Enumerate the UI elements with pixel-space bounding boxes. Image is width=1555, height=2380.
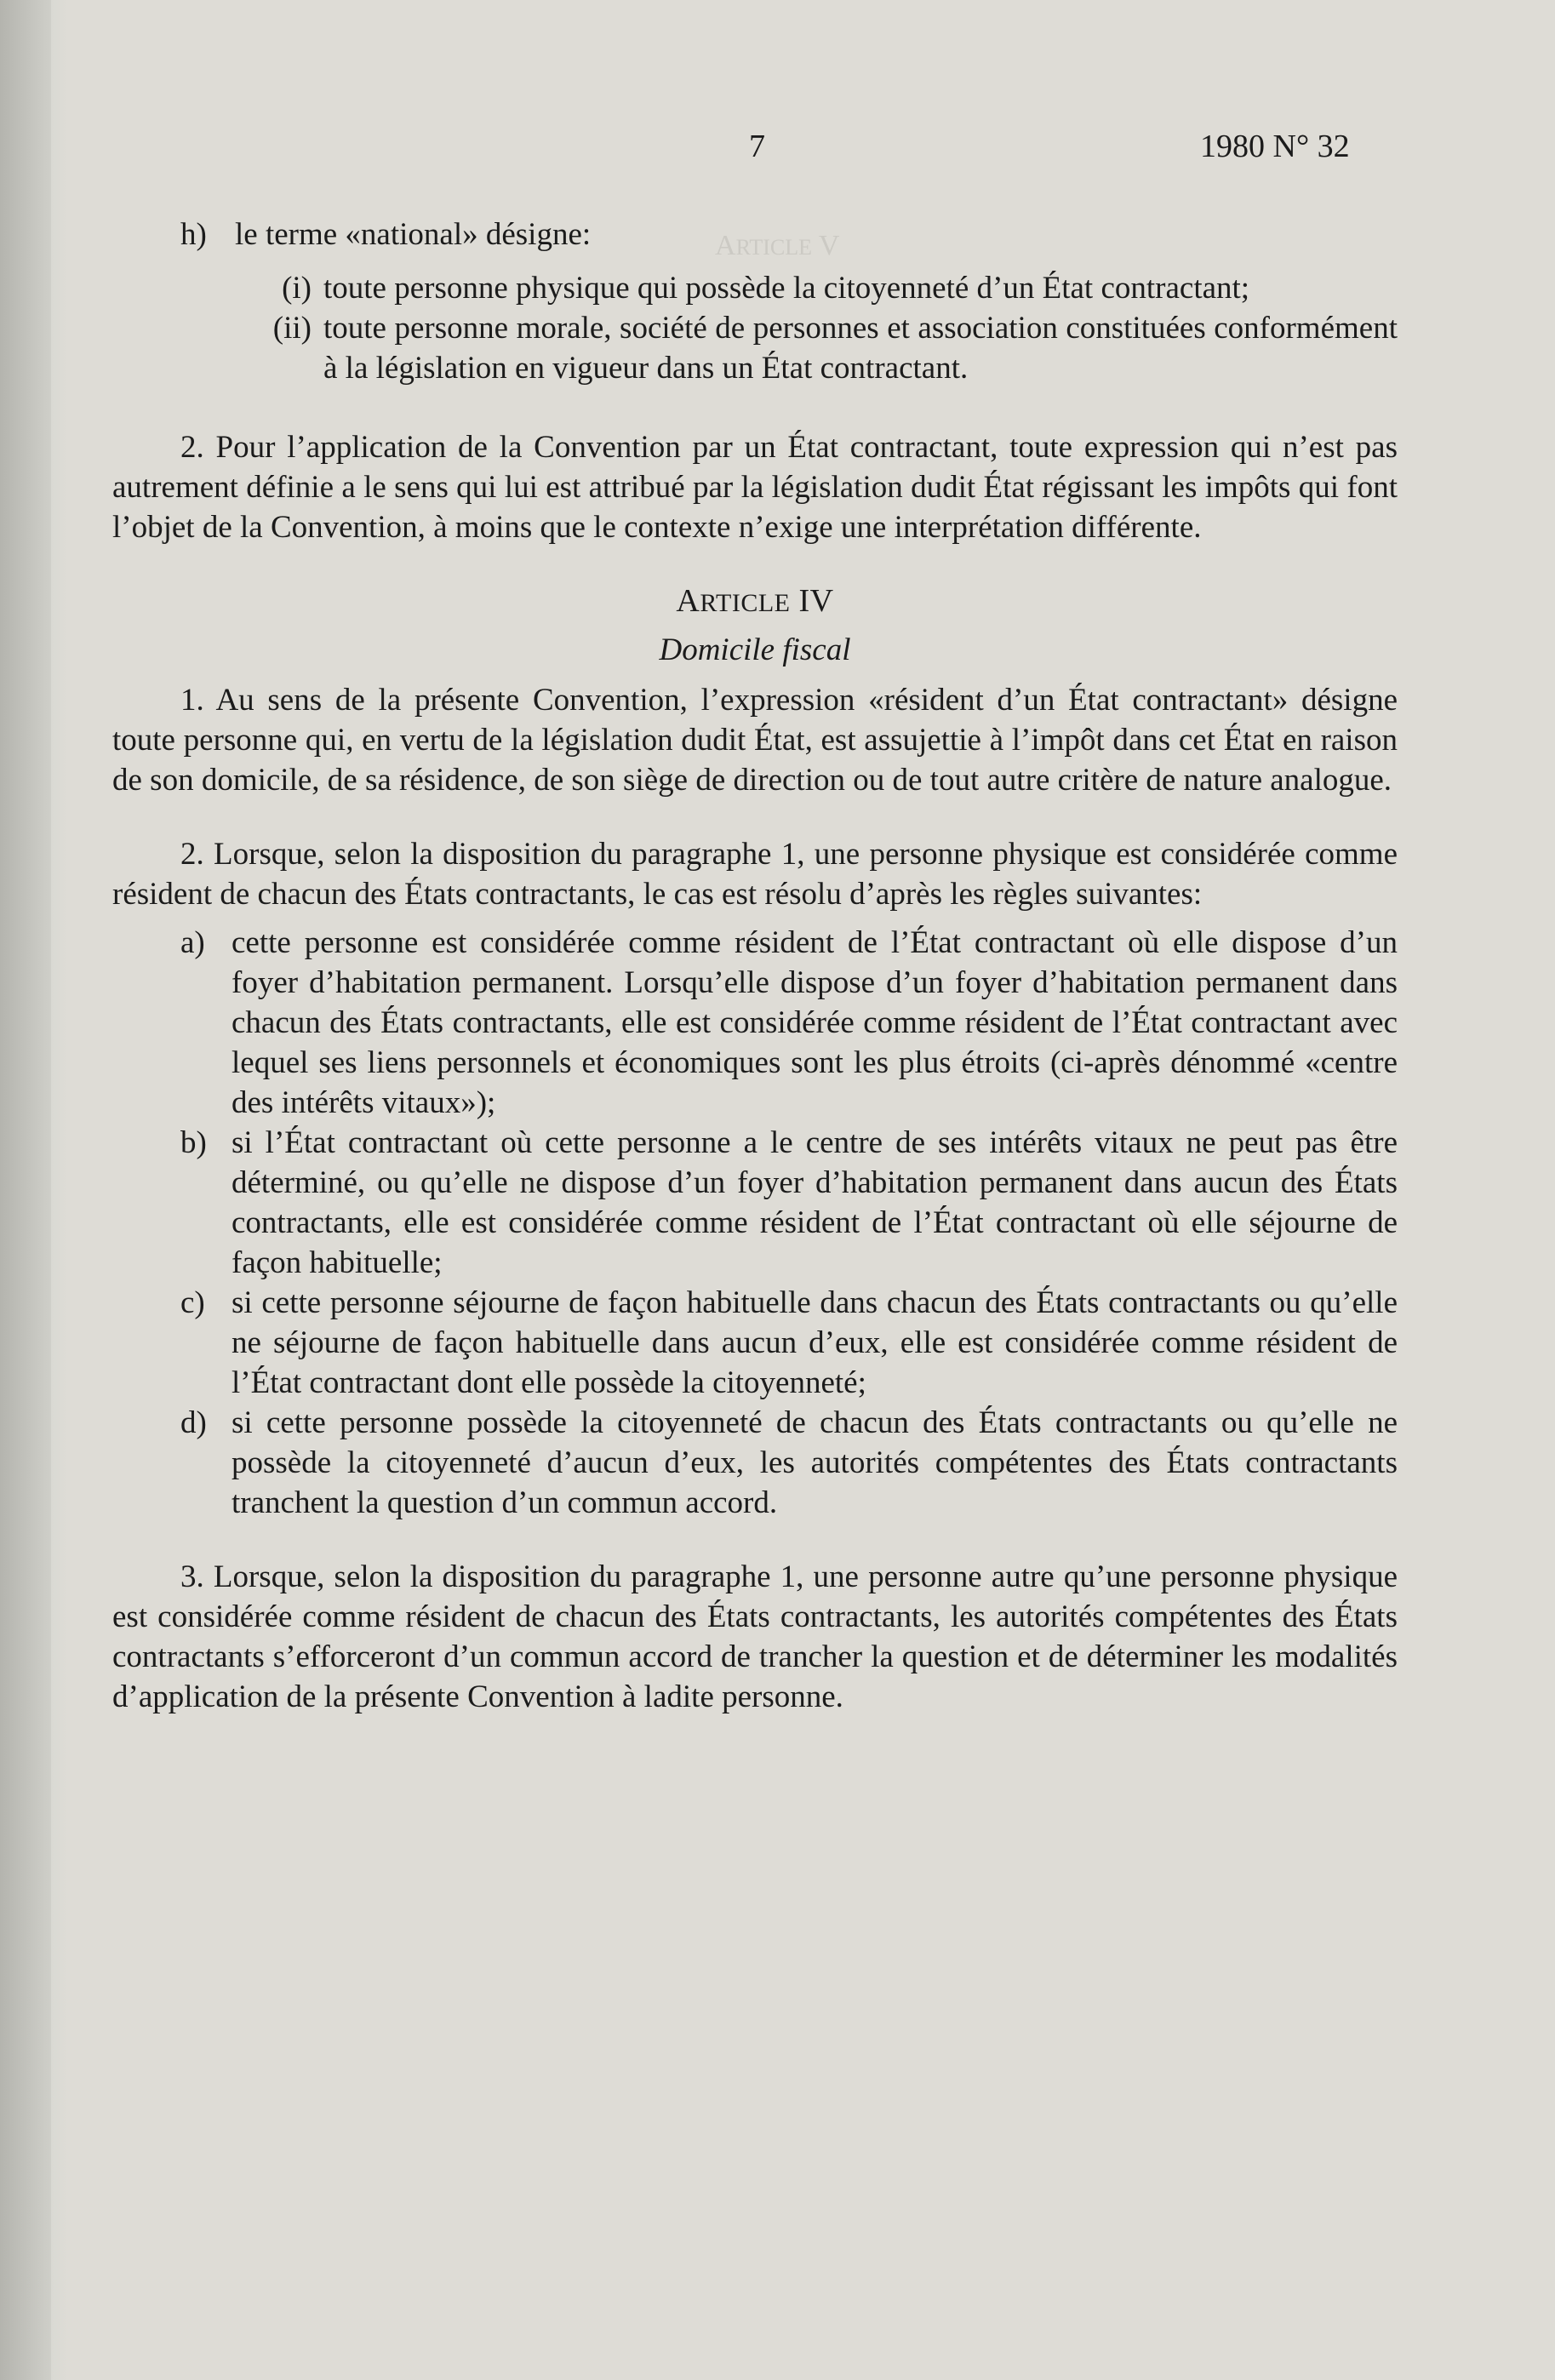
list-item: [180, 1403, 1398, 1523]
rule-text: si cette personne séjourne de façon habituelle dans chacun des États contractants ou qu’elle ne séjourne de façon habituelle dans aucun d’eux, elle est considérée comme résident de l’État contractant dont elle possède la citoyenneté;: [232, 1285, 1398, 1400]
subitem-text: toute personne morale, société de personnes et association constituées conformément à la législation en vigueur dans un État contractant.: [323, 311, 1398, 386]
rule-label: d): [180, 1405, 207, 1440]
article-paragraph-1: 1. Au sens de la présente Convention, l’expression «résident d’un État contractant» désigne toute personne qui, en vertu de la législation dudit État, est assujettie à l’impôt dans cet État en raison de son domicile, de sa résidence, de son siège de direction ou de tout autre critère de nature analogue.: [112, 683, 1398, 798]
rule-text: cette personne est considérée comme résident de l’État contractant où elle dispose d’un foyer d’habitation permanent. Lorsqu’elle dispose d’un foyer d’habitation permanent dans chacun des États contractants, elle est considérée comme résident de l’État contractant avec lequel ses liens personnels et économiques sont les plus étroits (ci-après dénommé «centre des intérêts vitaux»);: [232, 925, 1398, 1120]
rule-label: c): [180, 1285, 205, 1320]
rule-label: b): [180, 1125, 207, 1160]
list-item: [249, 308, 1398, 388]
list-item: [180, 1283, 1398, 1403]
article-title-initial: A: [676, 583, 700, 619]
paragraph-2: 2. Pour l’application de la Convention par un État contractant, toute expression qui n’est pas autrement définie a le sens qui lui est attribué par la législation dudit État régissant les impôts qui font l’objet de la Convention, à moins que le contexte n’exige une interprétation différente.: [112, 430, 1398, 545]
list-item: [180, 923, 1398, 1123]
definition-subitems: [112, 268, 1398, 388]
item-text: le terme «national» désigne:: [235, 217, 592, 252]
subitem-label: (ii): [272, 311, 312, 346]
rule-text: si cette personne possède la citoyenneté de chacun des États contractants ou qu’elle ne possède la citoyenneté d’aucun d’eux, les autorités compétentes des États contractants tranchent la question d’un commun accord.: [232, 1405, 1398, 1520]
article-subtitle: Domicile fiscal: [659, 632, 851, 667]
bleed-through: ARTICLE V: [715, 230, 840, 261]
page-number: 7: [749, 129, 765, 164]
article-title-rest: RTICLE: [700, 589, 791, 617]
rule-label: a): [180, 925, 205, 960]
subitem-text: toute personne physique qui possède la citoyenneté d’un État contractant;: [323, 271, 1250, 306]
rules-list: [112, 923, 1398, 1523]
article-paragraph-2: 2. Lorsque, selon la disposition du paragraphe 1, une personne physique est considérée comme résident de chacun des États contractants, le cas est résolu d’après les règles suivantes:: [112, 837, 1398, 912]
item-label: h): [180, 217, 207, 252]
page-spine-shadow: [0, 0, 51, 2380]
subitem-label: (i): [282, 271, 312, 306]
definition-h: [112, 215, 1398, 255]
article-number: IV: [798, 583, 834, 619]
document-reference: 1980 N° 32: [1200, 129, 1350, 164]
list-item: [249, 268, 1398, 308]
rule-text: si l’État contractant où cette personne a le centre de ses intérêts vitaux ne peut pas être déterminé, ou qu’elle ne dispose d’un foyer d’habitation permanent dans aucun des États contractants, elle est considérée comme résident de l’État contractant où elle séjourne de façon habituelle;: [232, 1125, 1398, 1280]
list-item: [180, 1123, 1398, 1283]
article-paragraph-3: 3. Lorsque, selon la disposition du paragraphe 1, une personne autre qu’une personne physique est considérée comme résident de chacun des États contractants, les autorités compétentes des États contractants s’efforceront d’un commun accord de trancher la question et de déterminer les modalités d’application de la présente Convention à ladite personne.: [112, 1559, 1398, 1714]
page-header: [0, 128, 1555, 179]
article-heading: [112, 581, 1398, 623]
document-body: [112, 215, 1398, 1751]
